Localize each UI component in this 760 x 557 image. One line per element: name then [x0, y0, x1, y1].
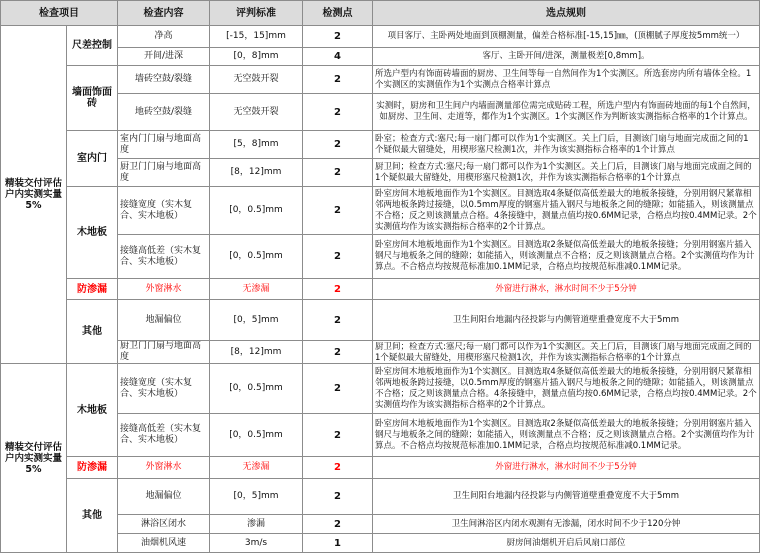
rule-cell: 外窗进行淋水，淋水时间不少于5分钟	[373, 279, 760, 300]
rule-cell: 客厅、主卧开间/进深，测量极差[0,8mm]。	[373, 48, 760, 66]
points-cell: 2	[303, 457, 373, 479]
rule-cell: 卫生间阳台地漏内径投影与内侧管道壁重叠宽度不大于5mm	[373, 300, 760, 341]
item-kitchen-door-gap: 厨卫门门扇与地面高度	[118, 341, 210, 364]
group-dimension-control: 尺差控制	[67, 26, 118, 66]
points-cell: 2	[303, 235, 373, 279]
table-row	[1, 364, 760, 414]
item-window-water-test: 外窗淋水	[118, 279, 210, 300]
item-joint-height-diff: 接缝高低差（实木复合、实木地板）	[118, 235, 210, 279]
criteria-cell: [5，8]mm	[210, 131, 303, 159]
group-other: 其他	[67, 300, 118, 364]
rule-cell: 卫生间阳台地漏内径投影与内侧管道壁重叠宽度不大于5mm	[373, 479, 760, 515]
criteria-cell: [0，0.5]mm	[210, 235, 303, 279]
item-net-height: 净高	[118, 26, 210, 48]
points-cell: 2	[303, 159, 373, 187]
points-cell: 2	[303, 279, 373, 300]
item-window-water-test: 外窗淋水	[118, 457, 210, 479]
header-inspection-content: 检查内容	[118, 1, 210, 26]
category-label: 精装交付评估户内实测实量5%	[1, 26, 67, 364]
points-cell: 2	[303, 341, 373, 364]
header-criteria: 评判标准	[210, 1, 303, 26]
criteria-cell: 3m/s	[210, 534, 303, 553]
item-wall-tile-hollow: 墙砖空鼓/裂缝	[118, 66, 210, 94]
points-cell: 2	[303, 515, 373, 534]
group-wood-floor: 木地板	[67, 364, 118, 457]
points-cell: 2	[303, 26, 373, 48]
points-cell: 2	[303, 414, 373, 457]
item-door-gap: 室内门门扇与地面高度	[118, 131, 210, 159]
table-row	[1, 279, 760, 300]
points-cell: 2	[303, 479, 373, 515]
criteria-cell: [-15，15]mm	[210, 26, 303, 48]
points-cell: 2	[303, 364, 373, 414]
item-drain-offset: 地漏偏位	[118, 300, 210, 341]
item-floor-tile-hollow: 地砖空鼓/裂缝	[118, 94, 210, 131]
points-cell: 2	[303, 94, 373, 131]
points-cell: 2	[303, 300, 373, 341]
criteria-cell: [8，12]mm	[210, 341, 303, 364]
criteria-cell: [0，5]mm	[210, 479, 303, 515]
table-row	[1, 66, 760, 94]
item-kitchen-door-gap: 厨卫门门扇与地面高度	[118, 159, 210, 187]
rule-text-clipped: 厨卫间；检查方式:塞尺;每一扇门都可以作为1个实测区。关上门后，目测该门扇与地面完成面之间的1个疑似最大留缝处，用楔形塞尺检测1次，并作为该实测指标合格率的1个计算点	[375, 341, 752, 363]
group-interior-door: 室内门	[67, 131, 118, 187]
points-cell: 1	[303, 534, 373, 553]
criteria-cell: [0，0.5]mm	[210, 187, 303, 235]
rule-cell: 卧室房间木地板地面作为1个实测区。目测选取2条疑似高低差最大的地板条接缝；分别用钢塞片插入钢尺与地板条之间的缝隙；如能插入，则该测量点不合格；反之则该测量点合格。2个实测值均作为计算点。不合格点均按规范标准加0.1MM记录，合格点均按规范标准减0.1MM记录。	[373, 414, 760, 457]
rule-cell: 外窗进行淋水，淋水时间不少于5分钟	[373, 457, 760, 479]
points-cell: 2	[303, 66, 373, 94]
item-drain-offset: 地漏偏位	[118, 479, 210, 515]
header-test-points: 检测点	[303, 1, 373, 26]
header-row	[1, 1, 760, 26]
rule-cell: 所选户型内有饰面砖墙面的厨房、卫生间等每一自然间作为1个实测区。所选套房内所有墙体全检。1个实测区的实测值作为1个实测点合格率计算点	[373, 66, 760, 94]
item-joint-width: 接缝宽度（实木复合、实木地板）	[118, 187, 210, 235]
table-row	[1, 457, 760, 479]
item-joint-width: 接缝宽度（实木复合、实木地板）	[118, 364, 210, 414]
table-row	[1, 479, 760, 515]
rule-cell	[373, 341, 760, 364]
rule-cell: 项目客厅、主卧两处地面到顶棚测量，偏差合格标准[-15,15]㎜，(顶棚腻子厚度按5mm统一）	[373, 26, 760, 48]
rule-cell: 卧室房间木地板地面作为1个实测区。目测选取4条疑似高低差最大的地板条接缝，分别用钢尺紧靠相邻两地板条跨过接缝，以0.5mm厚度的钢塞片插入钢尺与地板条之间的缝隙；如能插入，则该测量点不合格；反之则该测量点合格。4条接缝中，测量点值均按0.6MM记录，合格点均按0.4MM记录。2个实测值均作为该实测指标合格率的2个计算点。	[373, 364, 760, 414]
rule-cell: 厨房间油烟机开启后风扇口部位	[373, 534, 760, 553]
rule-cell: 卧室；检查方式:塞尺;每一扇门都可以作为1个实测区。关上门后，目测该门扇与地面完成面之间的1个疑似最大留缝处，用楔形塞尺检测1次，并作为该实测指标合格率的1个计算点	[373, 131, 760, 159]
rule-cell: 卫生间淋浴区内闭水观测有无渗漏，闭水时间不少于120分钟	[373, 515, 760, 534]
table-row	[1, 187, 760, 235]
group-other: 其他	[67, 479, 118, 553]
table-row	[1, 26, 760, 48]
criteria-cell: 无渗漏	[210, 457, 303, 479]
item-shower-water-test: 淋浴区闭水	[118, 515, 210, 534]
header-inspection-item: 检查项目	[1, 1, 118, 26]
group-wall-tile: 墙面饰面砖	[67, 66, 118, 131]
table-row	[1, 131, 760, 159]
criteria-cell: 渗漏	[210, 515, 303, 534]
group-leak-prevention: 防渗漏	[67, 279, 118, 300]
criteria-cell: 无空鼓开裂	[210, 66, 303, 94]
group-wood-floor: 木地板	[67, 187, 118, 279]
item-range-hood-speed: 油烟机风速	[118, 534, 210, 553]
points-cell: 2	[303, 187, 373, 235]
group-leak-prevention: 防渗漏	[67, 457, 118, 479]
points-cell: 4	[303, 48, 373, 66]
rule-cell: 卧室房间木地板地面作为1个实测区。目测选取4条疑似高低差最大的地板条接缝，分别用钢尺紧靠相邻两地板条跨过接缝，以0.5mm厚度的钢塞片插入钢尺与地板条之间的缝隙；如能插入，则该测量点不合格；反之则该测量点合格。4条接缝中，测量点值均按0.6MM记录，合格点均按0.4MM记录。2个实测值均作为该实测指标合格率的2个计算点。	[373, 187, 760, 235]
rule-cell: 卧室房间木地板地面作为1个实测区。目测选取2条疑似高低差最大的地板条接缝；分别用钢塞片插入钢尺与地板条之间的缝隙；如能插入，则该测量点不合格；反之则该测量点合格。2个实测值均作为计算点。不合格点均按规范标准加0.1MM记录，合格点均按规范标准减0.1MM记录。	[373, 235, 760, 279]
criteria-cell: [0，8]mm	[210, 48, 303, 66]
criteria-cell: [0，0.5]mm	[210, 364, 303, 414]
table-row	[1, 300, 760, 341]
criteria-cell: 无渗漏	[210, 279, 303, 300]
header-selection-rule: 选点规则	[373, 1, 760, 26]
criteria-cell: [0，5]mm	[210, 300, 303, 341]
item-joint-height-diff: 接缝高低差（实木复合、实木地板）	[118, 414, 210, 457]
criteria-cell: 无空鼓开裂	[210, 94, 303, 131]
item-bay-depth: 开间/进深	[118, 48, 210, 66]
points-cell: 2	[303, 131, 373, 159]
rule-cell: 厨卫间；检查方式:塞尺;每一扇门都可以作为1个实测区。关上门后，目测该门扇与地面完成面之间的1个疑似最大留缝处，用楔形塞尺检测1次，并作为该实测指标合格率的1个计算点	[373, 159, 760, 187]
category-label: 精装交付评估户内实测实量5%	[1, 364, 67, 553]
criteria-cell: [8，12]mm	[210, 159, 303, 187]
rule-cell: 实测时，厨房和卫生间户内墙面测量部位需完成贴砖工程，所选户型内有饰面砖地面的每1个自然间，如厨房、卫生间、走道等，都作为1个实测区。1个实测区作为判断该实测指标合格率的1个计算点。	[373, 94, 760, 131]
criteria-cell: [0，0.5]mm	[210, 414, 303, 457]
